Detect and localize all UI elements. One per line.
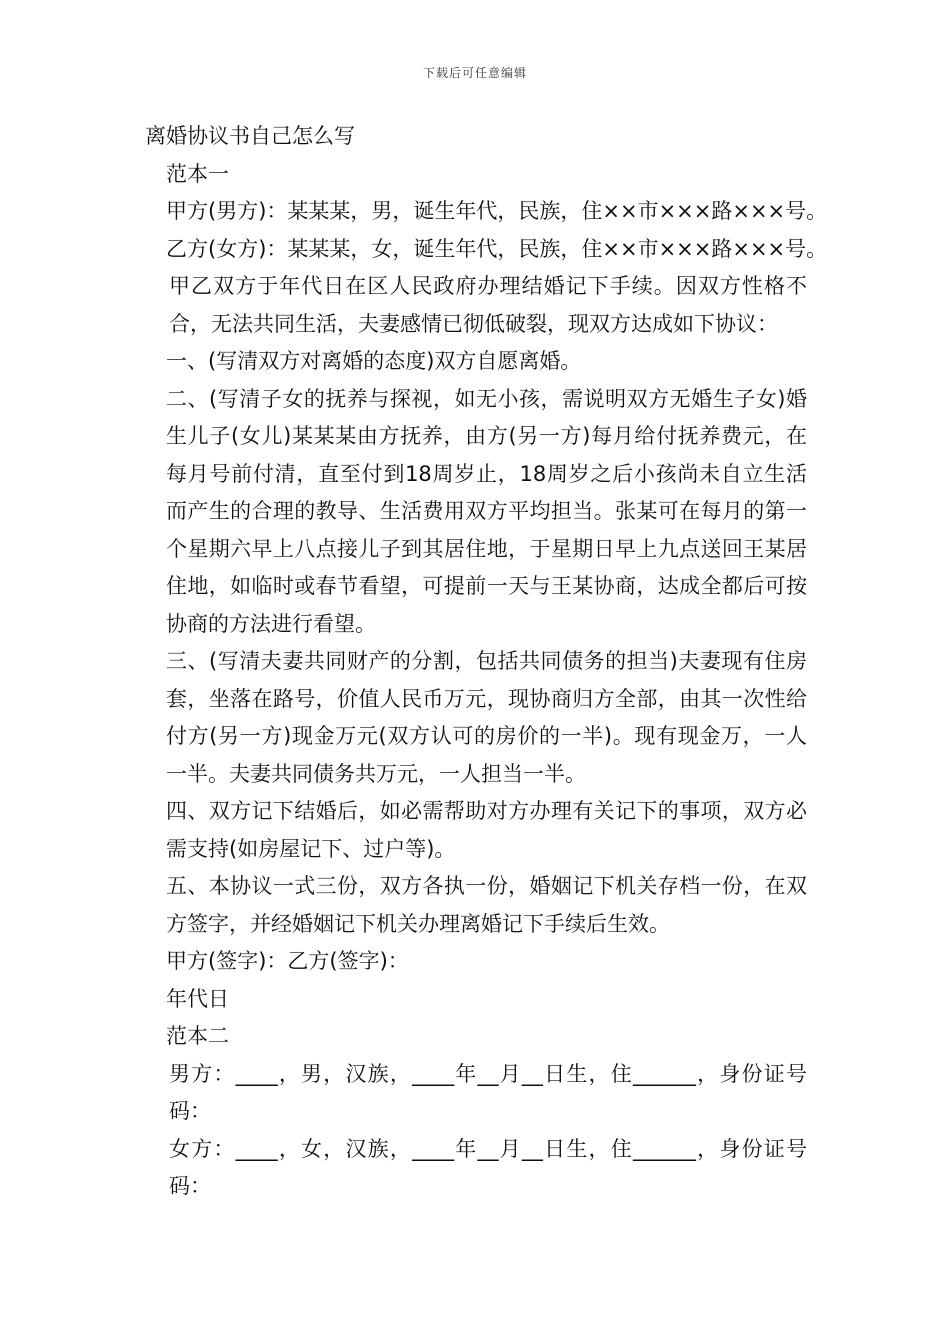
clause-3: 三、(写清夫妻共同财产的分割，包括共同债务的担当)夫妻现有住房套，坐落在路号，价值人民币万元，现协商归方全部，由其一次性给付方(另一方)现金万元(双方认可的房价的一半)。现有现金万，一人一半。夫妻共同债务共万元，一人担当一半。 (166, 649, 807, 786)
header-note: 下载后可任意编辑 (422, 66, 527, 80)
document-body (145, 118, 828, 1206)
party-b-info: 乙方(女方)：某某某，女，诞生年代，民族，住××市×××路×××号。 (166, 236, 828, 261)
clause-2: 二、(写清子女的抚养与探视，如无小孩，需说明双方无婚生子女)婚生儿子(女儿)某某某由方抚养，由方(另一方)每月给付抚养费元，在每月号前付清，直至付到18周岁止，18周岁之后小孩尚未自立生活而产生的合理的教导、生活费用双方平均担当。张某可在每月的第一个星期六早上八点接儿子到其居住地，于星期日早上九点送回王某居住地，如临时或春节看望，可提前一天与王某协商，达成全都后可按协商的方法进行看望。 (166, 386, 807, 636)
date-line: 年代日 (166, 986, 229, 1011)
man-info: 男方：____，男，汉族，____年__月__日生，住______，身份证号码： (169, 1061, 807, 1123)
party-a-info: 甲方(男方)：某某某，男，诞生年代，民族，住××市×××路×××号。 (166, 199, 828, 223)
template-1-heading: 范本一 (166, 161, 229, 186)
agreement-intro: 甲乙双方于年代日在区人民政府办理结婚记下手续。因双方性格不合，无法共同生活，夫妻感情已彻低破裂，现双方达成如下协议： (169, 274, 807, 336)
clause-1: 一、(写清双方对离婚的态度)双方自愿离婚。 (166, 349, 582, 373)
clause-5: 五、本协议一式三份，双方各执一份，婚姻记下机关存档一份，在双方签字，并经婚姻记下机关办理离婚记下手续后生效。 (166, 874, 807, 936)
clause-4: 四、双方记下结婚后，如必需帮助对方办理有关记下的事项，双方必需支持(如房屋记下、过户等)。 (166, 799, 807, 861)
document-title: 离婚协议书自己怎么写 (145, 124, 355, 148)
template-2-heading: 范本二 (166, 1024, 229, 1048)
woman-info: 女方：____，女，汉族，____年__月__日生，住______，身份证号码： (169, 1136, 807, 1198)
signature-line: 甲方(签字)：乙方(签字)： (166, 949, 409, 973)
